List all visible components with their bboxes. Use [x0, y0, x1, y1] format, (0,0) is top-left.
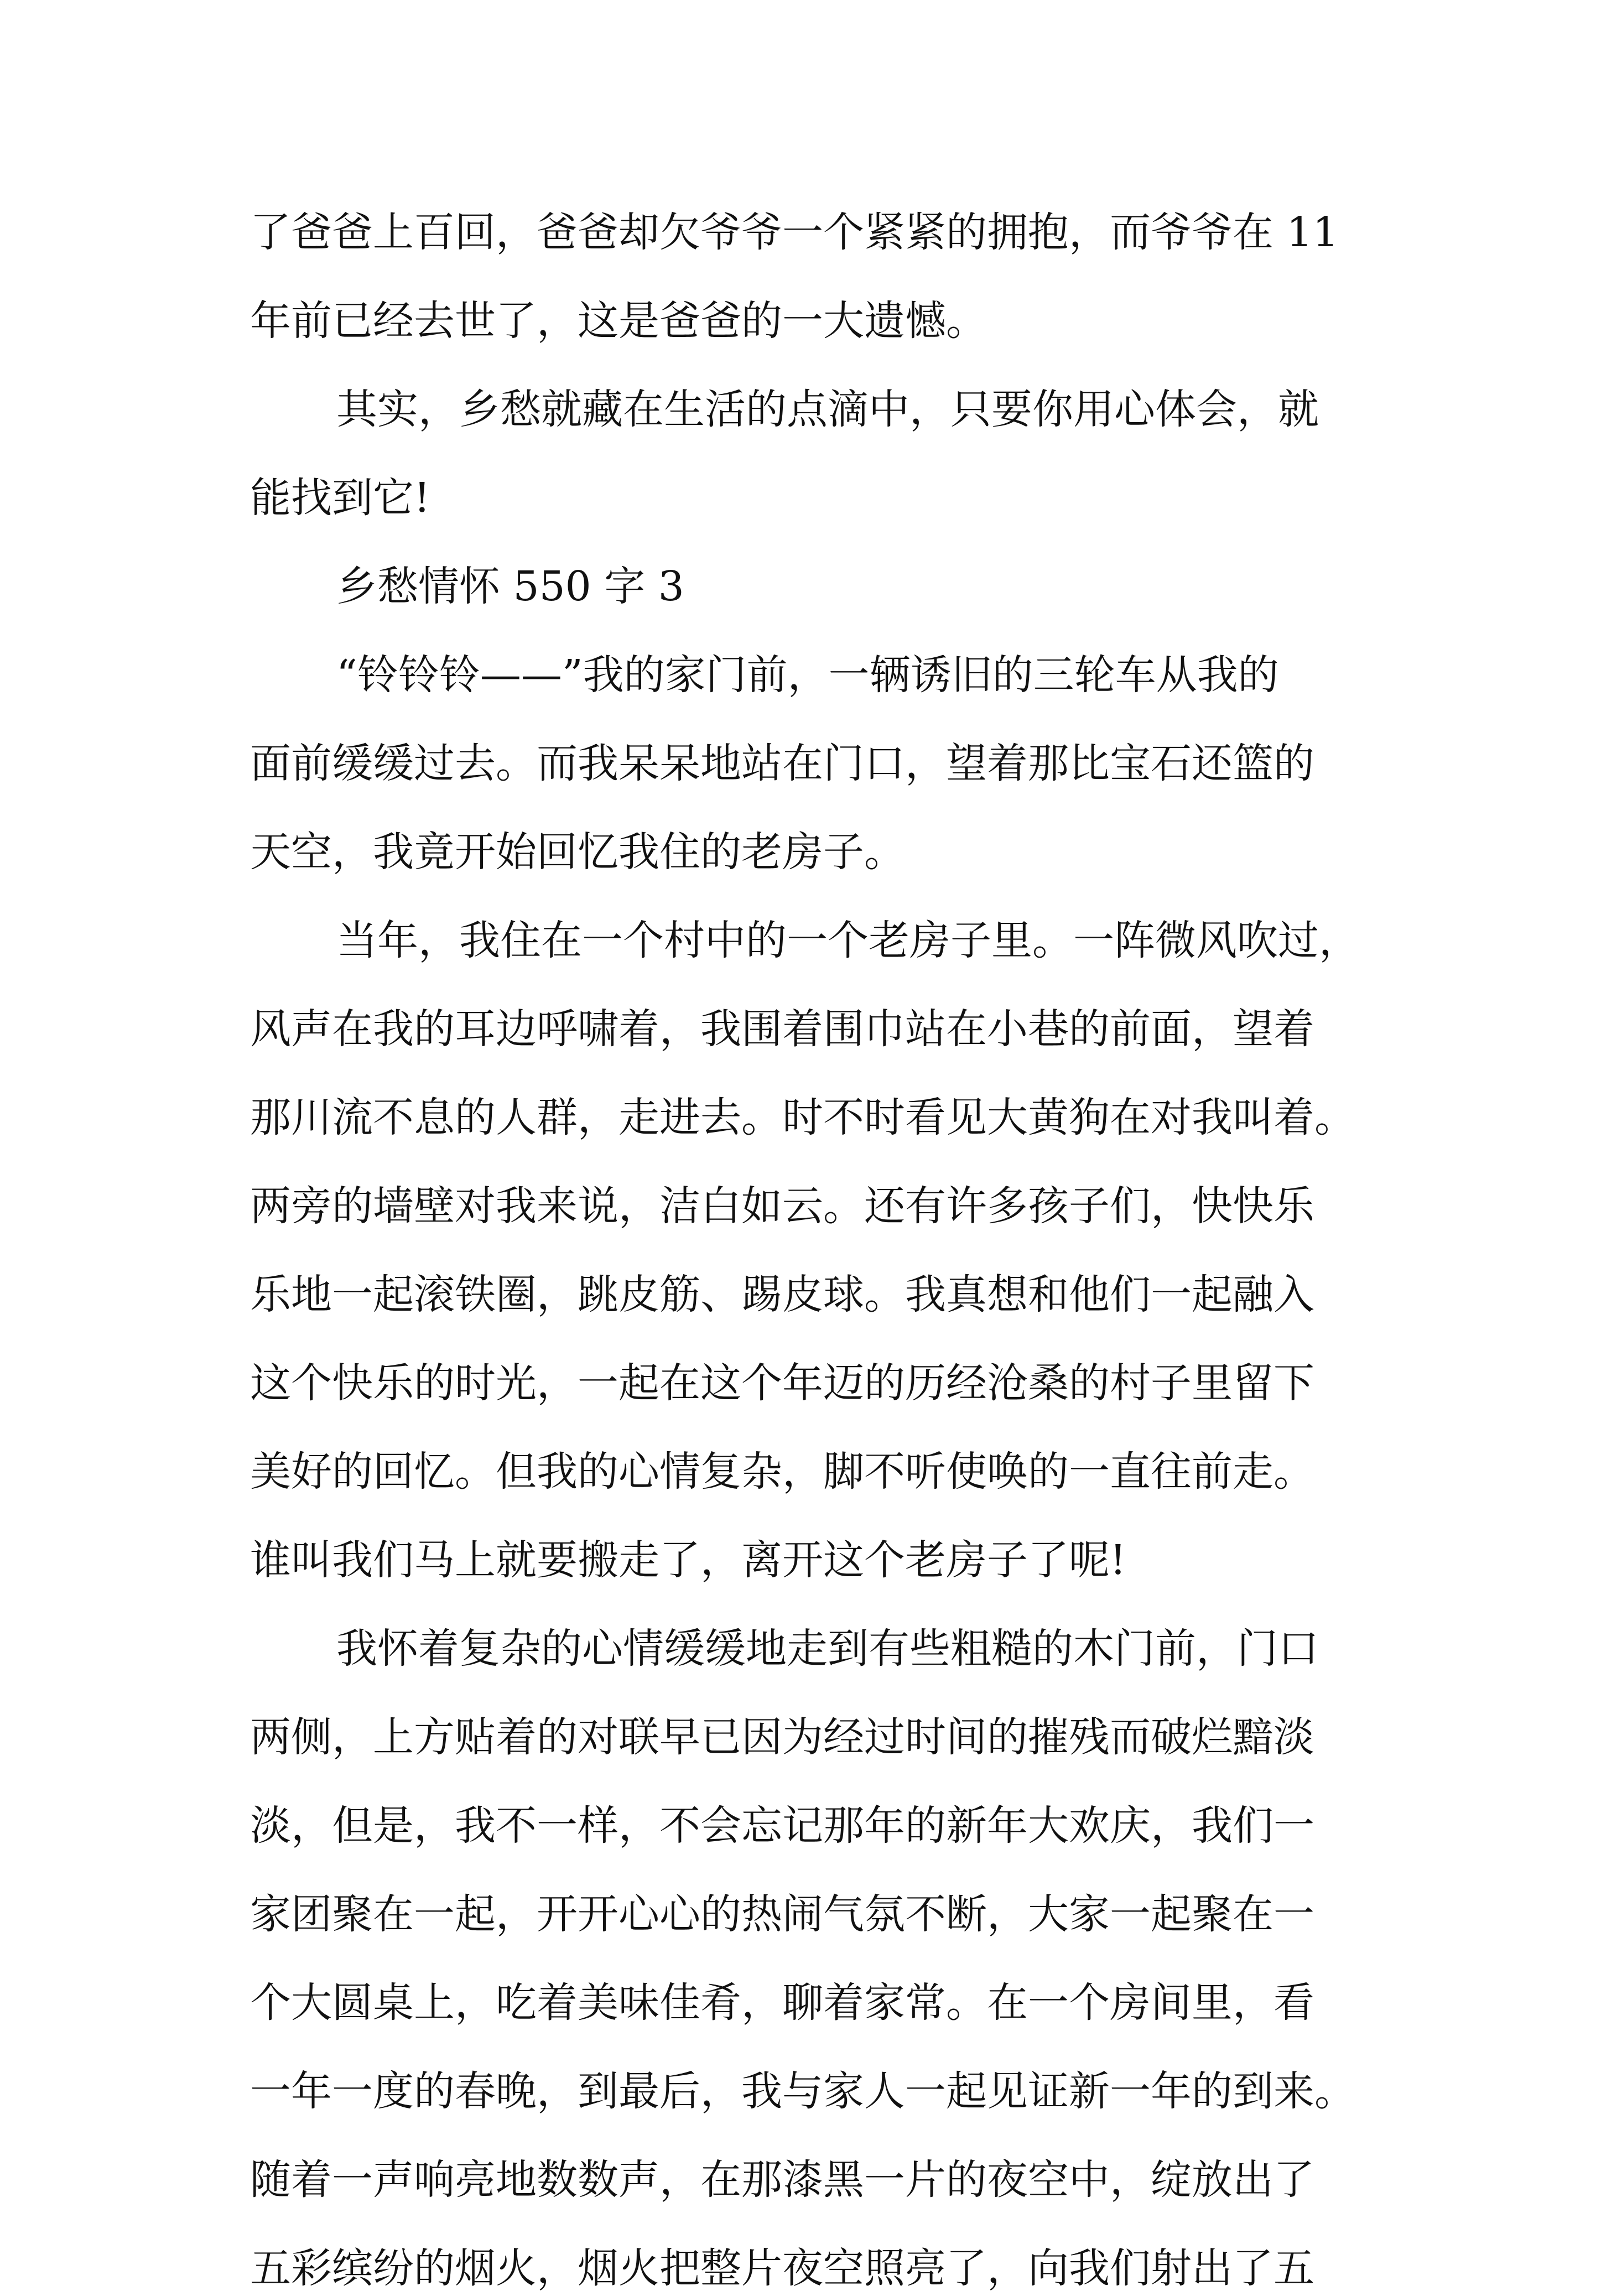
- text-line: 美好的回忆。但我的心情复杂，脚不听使唤的一直往前走。: [250, 1448, 1314, 1495]
- text-line: 五彩缤纷的烟火，烟火把整片夜空照亮了，向我们射出了五: [250, 2245, 1314, 2292]
- text-line: 年前已经去世了，这是爸爸的一大遗憾。: [250, 297, 987, 345]
- text-line: 天空，我竟开始回忆我住的老房子。: [250, 828, 905, 876]
- text-line: 家团聚在一起，开开心心的热闹气氛不断，大家一起聚在一: [250, 1890, 1314, 1938]
- paragraph-start-line: 其实，乡愁就藏在生活的点滴中，只要你用心体会，就: [336, 386, 1319, 433]
- text-line: 谁叫我们马上就要搬走了，离开这个老房子了呢!: [250, 1536, 1126, 1584]
- text-line: 两旁的墙壁对我来说，洁白如云。还有许多孩子们，快快乐: [250, 1182, 1314, 1230]
- text-line: 了爸爸上百回，爸爸却欠爷爷一个紧紧的拥抱，而爷爷在 11: [250, 209, 1339, 256]
- text-line: 一年一度的春晚，到最后，我与家人一起见证新一年的到来。: [250, 2068, 1355, 2115]
- text-line: 风声在我的耳边呼啸着，我围着围巾站在小巷的前面，望着: [250, 1005, 1314, 1053]
- paragraph-start-line: “铃铃铃——”我的家门前，一辆诱旧的三轮车从我的: [336, 651, 1279, 699]
- text-line: 淡，但是，我不一样，不会忘记那年的新年大欢庆，我们一: [250, 1802, 1314, 1850]
- text-line: 这个快乐的时光，一起在这个年迈的历经沧桑的村子里留下: [250, 1359, 1314, 1407]
- text-line: 乐地一起滚铁圈，跳皮筋、踢皮球。我真想和他们一起融入: [250, 1271, 1314, 1318]
- paragraph-start-line: 当年，我住在一个村中的一个老房子里。一阵微风吹过，: [336, 917, 1360, 964]
- text-line: 面前缓缓过去。而我呆呆地站在门口，望着那比宝石还篮的: [250, 740, 1314, 787]
- paragraph-start-line: 我怀着复杂的心情缓缓地走到有些粗糙的木门前，门口: [336, 1625, 1319, 1672]
- text-line: 能找到它!: [250, 474, 430, 522]
- text-line: 个大圆桌上，吃着美味佳肴，聊着家常。在一个房间里，看: [250, 1979, 1314, 2027]
- text-line: 两侧，上方贴着的对联早已因为经过时间的摧残而破烂黯淡: [250, 1713, 1314, 1761]
- text-line: 随着一声响亮地数数声，在那漆黑一片的夜空中，绽放出了: [250, 2156, 1314, 2204]
- text-line: 那川流不息的人群，走进去。时不时看见大黄狗在对我叫着。: [250, 1094, 1355, 1141]
- section-heading: 乡愁情怀 550 字 3: [336, 563, 684, 610]
